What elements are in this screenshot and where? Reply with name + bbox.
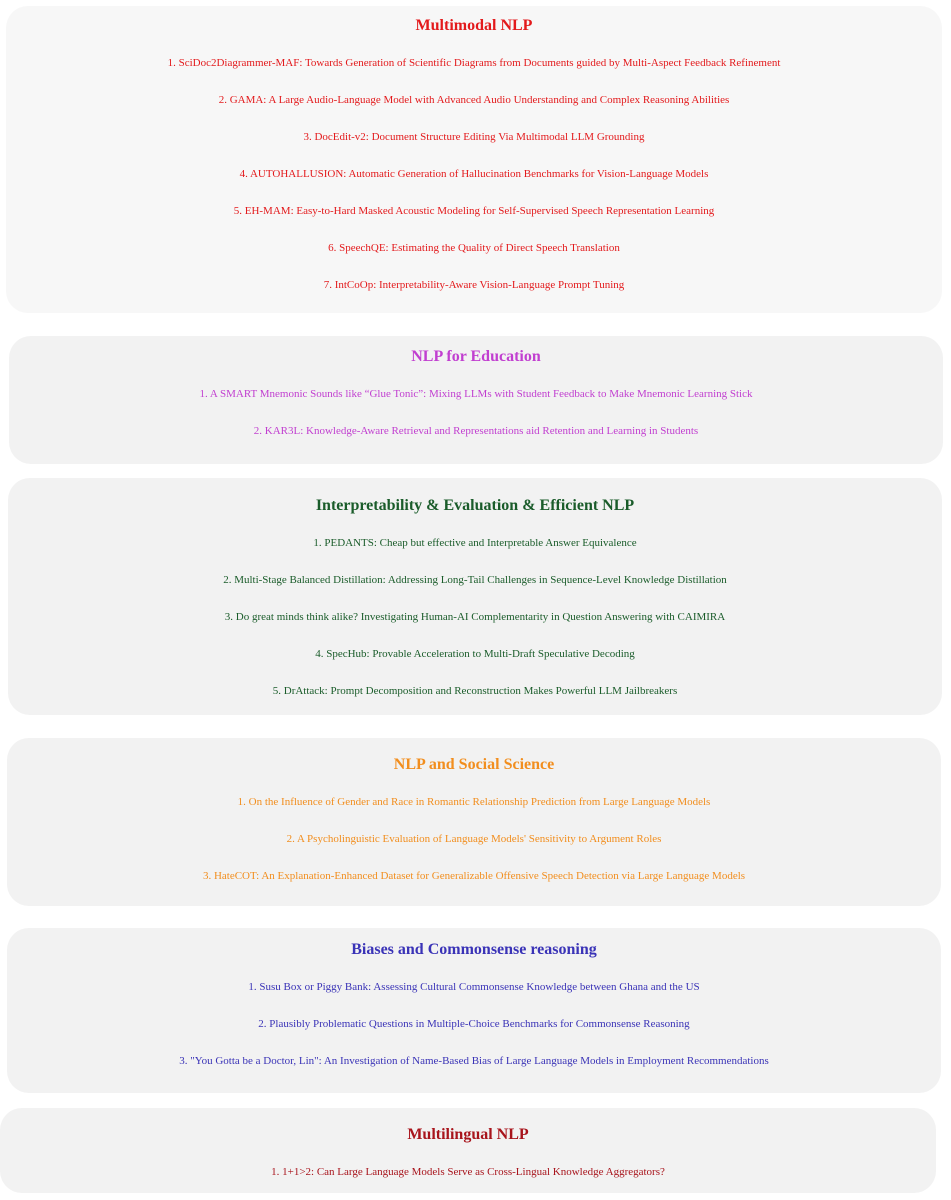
paper-item: 1. 1+1>2: Can Large Language Models Serve as Cross-Lingual Knowledge Aggregators?: [271, 1166, 665, 1178]
paper-item: 4. SpecHub: Provable Acceleration to Multi-Draft Speculative Decoding: [315, 648, 635, 660]
section-interpretability-evaluation: [8, 478, 942, 715]
paper-item: 1. On the Influence of Gender and Race in Romantic Relationship Prediction from Large Language Models: [237, 796, 711, 808]
section-multimodal-nlp: [6, 6, 942, 313]
section-nlp-for-education: [9, 336, 943, 464]
section-title: Interpretability & Evaluation & Efficient NLP: [315, 497, 635, 514]
paper-item: 2. GAMA: A Large Audio-Language Model with Advanced Audio Understanding and Complex Reasoning Abilities: [218, 94, 730, 106]
section-title: NLP and Social Science: [393, 756, 555, 773]
section-nlp-social-science: [7, 738, 941, 906]
paper-item: 5. DrAttack: Prompt Decomposition and Reconstruction Makes Powerful LLM Jailbreakers: [272, 685, 678, 697]
paper-list: [9, 384, 943, 441]
paper-item: 3. DocEdit-v2: Document Structure Editing Via Multimodal LLM Grounding: [303, 131, 645, 143]
paper-item: 3. "You Gotta be a Doctor, Lin": An Investigation of Name-Based Bias of Large Language Models in Employment Recommendations: [179, 1055, 769, 1067]
paper-item: 2. Multi-Stage Balanced Distillation: Addressing Long-Tail Challenges in Sequence-Level Knowledge Distillation: [223, 574, 727, 586]
paper-item: 5. EH-MAM: Easy-to-Hard Masked Acoustic Modeling for Self-Supervised Speech Representation Learning: [233, 205, 715, 217]
paper-item: 6. SpeechQE: Estimating the Quality of Direct Speech Translation: [328, 242, 620, 254]
paper-item: 3. Do great minds think alike? Investigating Human-AI Complementarity in Question Answering with CAIMIRA: [224, 611, 726, 623]
paper-item: 3. HateCOT: An Explanation-Enhanced Dataset for Generalizable Offensive Speech Detection via Large Language Models: [202, 870, 746, 882]
paper-item: 1. Susu Box or Piggy Bank: Assessing Cultural Commonsense Knowledge between Ghana and the US: [248, 981, 700, 993]
paper-list: [0, 1162, 936, 1182]
section-multilingual-nlp: [0, 1108, 936, 1193]
paper-list: [7, 977, 941, 1071]
paper-item: 2. Plausibly Problematic Questions in Multiple-Choice Benchmarks for Commonsense Reasoning: [258, 1018, 690, 1030]
paper-item: 1. PEDANTS: Cheap but effective and Interpretable Answer Equivalence: [313, 537, 637, 549]
section-title: Multimodal NLP: [415, 17, 533, 34]
paper-list: [7, 792, 941, 886]
paper-item: 1. A SMART Mnemonic Sounds like “Glue Tonic”: Mixing LLMs with Student Feedback to Make Mnemonic Learning Stick: [199, 388, 753, 400]
section-title: NLP for Education: [411, 348, 541, 365]
section-title: Multilingual NLP: [407, 1126, 529, 1143]
paper-item: 4. AUTOHALLUSION: Automatic Generation of Hallucination Benchmarks for Vision-Language Models: [239, 168, 709, 180]
section-biases-commonsense: [7, 928, 941, 1093]
paper-item: 7. IntCoOp: Interpretability-Aware Vision-Language Prompt Tuning: [323, 279, 625, 291]
paper-list: [8, 533, 942, 701]
paper-item: 1. SciDoc2Diagrammer-MAF: Towards Generation of Scientific Diagrams from Documents guided by Multi-Aspect Feedback Refinement: [167, 57, 781, 69]
paper-item: 2. A Psycholinguistic Evaluation of Language Models' Sensitivity to Argument Roles: [286, 833, 662, 845]
paper-list: [6, 53, 942, 295]
paper-item: 2. KAR3L: Knowledge-Aware Retrieval and Representations aid Retention and Learning in Students: [253, 425, 699, 437]
section-title: Biases and Commonsense reasoning: [351, 941, 597, 958]
